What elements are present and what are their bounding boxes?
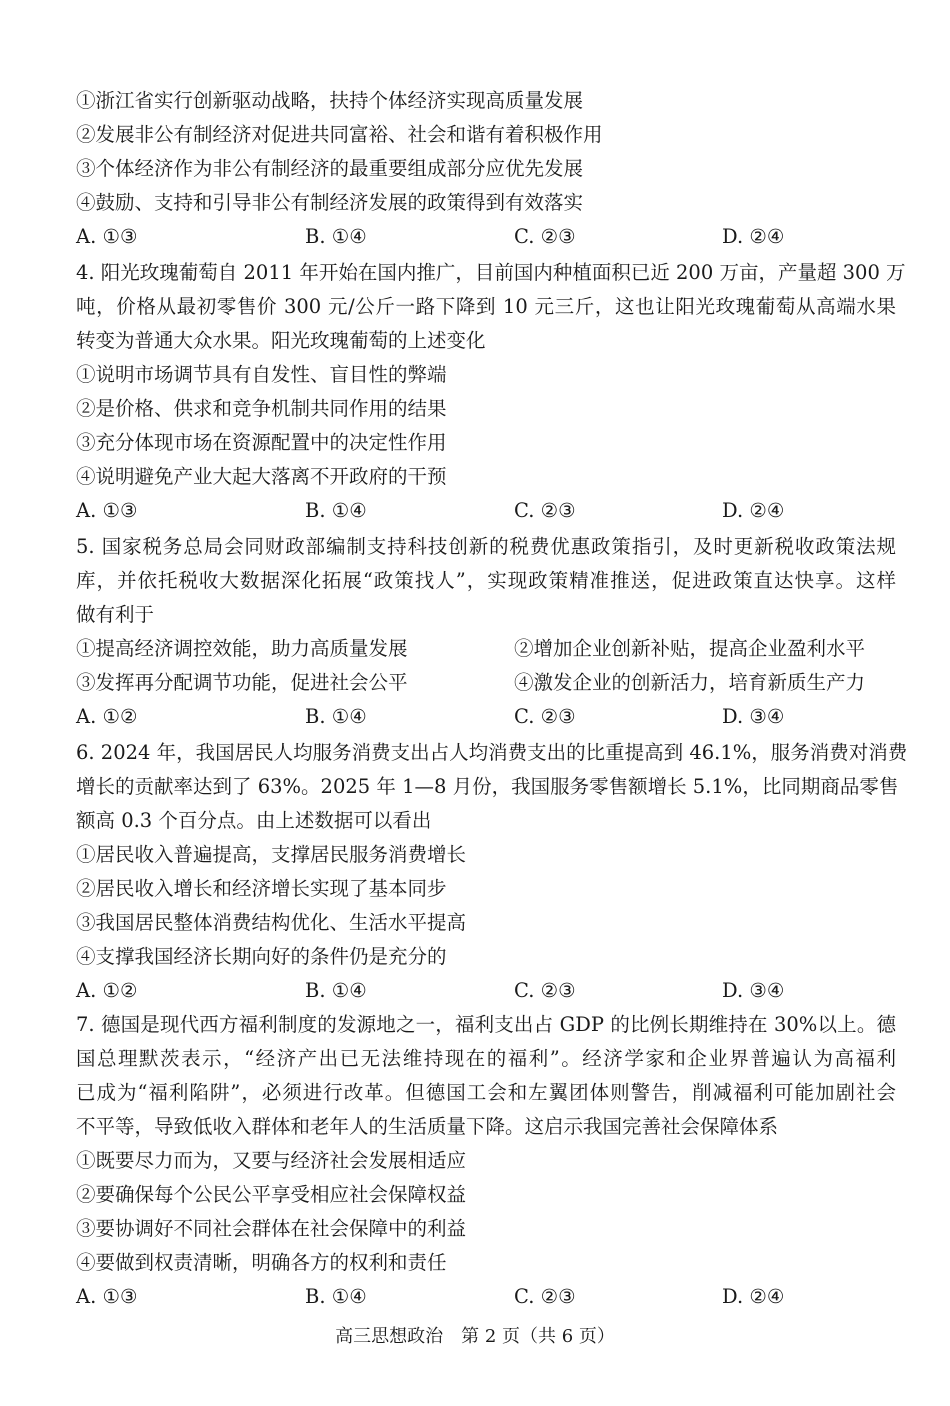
- q7-item-1: ①既要尽力而为，又要与经济社会发展相适应: [76, 1149, 467, 1172]
- q7-item-4: ④要做到权责清晰，明确各方的权利和责任: [76, 1251, 447, 1274]
- q6-stem-line-3: 额高 0.3 个百分点。由上述数据可以看出: [76, 809, 432, 832]
- q3-item-4: ④鼓励、支持和引导非公有制经济发展的政策得到有效落实: [76, 191, 584, 214]
- q4-item-2: ②是价格、供求和竞争机制共同作用的结果: [76, 397, 447, 420]
- q5-option-a: A. ①②: [76, 705, 138, 728]
- q6-item-4: ④支撑我国经济长期向好的条件仍是充分的: [76, 945, 447, 968]
- page-footer: 高三思想政治 第 2 页（共 6 页）: [335, 1326, 615, 1347]
- q6-stem-line-2: 增长的贡献率达到了 63%。2025 年 1—8 月份，我国服务零售额增长 5.1%，比同期商品零售: [76, 775, 899, 798]
- q5-stem-line-2: 库，并依托税收大数据深化拓展“政策找人”，实现政策精准推送，促进政策直达快享。这样: [76, 569, 896, 592]
- q4-item-1: ①说明市场调节具有自发性、盲目性的弊端: [76, 363, 447, 386]
- q7-stem-line-4: 不平等，导致低收入群体和老年人的生活质量下降。这启示我国完善社会保障体系: [76, 1115, 779, 1138]
- q7-stem-line-3: 已成为“福利陷阱”，必须进行改革。但德国工会和左翼团体则警告，削减福利可能加剧社会: [76, 1081, 896, 1104]
- q7-option-c: C. ②③: [514, 1285, 576, 1308]
- q3-option-c: C. ②③: [514, 225, 576, 248]
- q7-stem-line-2: 国总理默茨表示，“经济产出已无法维持现在的福利”。经济学家和企业界普遍认为高福利: [76, 1047, 896, 1070]
- q4-option-c: C. ②③: [514, 499, 576, 522]
- q4-stem-line-2: 吨，价格从最初零售价 300 元/公斤一路下降到 10 元三斤，这也让阳光玫瑰葡萄从高端水果: [76, 295, 896, 318]
- q5-option-d: D. ③④: [722, 705, 785, 728]
- q6-option-d: D. ③④: [722, 979, 785, 1002]
- q7-stem-line-1: 7. 德国是现代西方福利制度的发源地之一，福利支出占 GDP 的比例长期维持在 30%以上。德: [76, 1013, 896, 1036]
- q7-item-3: ③要协调好不同社会群体在社会保障中的利益: [76, 1217, 467, 1240]
- q6-item-3: ③我国居民整体消费结构优化、生活水平提高: [76, 911, 467, 934]
- q5-option-b: B. ①④: [305, 705, 367, 728]
- q5-option-c: C. ②③: [514, 705, 576, 728]
- q4-item-4: ④说明避免产业大起大落离不开政府的干预: [76, 465, 447, 488]
- q4-stem-line-1: 4. 阳光玫瑰葡萄自 2011 年开始在国内推广，目前国内种植面积已近 200 万亩，产量超 300 万: [76, 261, 906, 284]
- q3-item-2: ②发展非公有制经济对促进共同富裕、社会和谐有着积极作用: [76, 123, 603, 146]
- q5-item-4: ④激发企业的创新活力，培育新质生产力: [514, 671, 866, 694]
- q4-item-3: ③充分体现市场在资源配置中的决定性作用: [76, 431, 447, 454]
- q4-option-b: B. ①④: [305, 499, 367, 522]
- q5-item-2: ②增加企业创新补贴，提高企业盈利水平: [514, 637, 866, 660]
- q6-option-a: A. ①②: [76, 979, 138, 1002]
- q7-option-a: A. ①③: [76, 1285, 138, 1308]
- q3-item-1: ①浙江省实行创新驱动战略，扶持个体经济实现高质量发展: [76, 89, 584, 112]
- q6-option-c: C. ②③: [514, 979, 576, 1002]
- q6-stem-line-1: 6. 2024 年，我国居民人均服务消费支出占人均消费支出的比重提高到 46.1%，服务消费对消费: [76, 741, 908, 764]
- q4-option-d: D. ②④: [722, 499, 785, 522]
- q4-stem-line-3: 转变为普通大众水果。阳光玫瑰葡萄的上述变化: [76, 329, 486, 352]
- q7-option-d: D. ②④: [722, 1285, 785, 1308]
- q5-stem-line-3: 做有利于: [76, 603, 155, 626]
- q6-item-2: ②居民收入增长和经济增长实现了基本同步: [76, 877, 447, 900]
- q7-option-b: B. ①④: [305, 1285, 367, 1308]
- q3-item-3: ③个体经济作为非公有制经济的最重要组成部分应优先发展: [76, 157, 584, 180]
- q5-stem-line-1: 5. 国家税务总局会同财政部编制支持科技创新的税费优惠政策指引，及时更新税收政策法规: [76, 535, 896, 558]
- q6-item-1: ①居民收入普遍提高，支撑居民服务消费增长: [76, 843, 467, 866]
- q5-item-3: ③发挥再分配调节功能，促进社会公平: [76, 671, 408, 694]
- q3-option-b: B. ①④: [305, 225, 367, 248]
- q7-item-2: ②要确保每个公民公平享受相应社会保障权益: [76, 1183, 467, 1206]
- q3-option-d: D. ②④: [722, 225, 785, 248]
- q6-option-b: B. ①④: [305, 979, 367, 1002]
- q4-option-a: A. ①③: [76, 499, 138, 522]
- q3-option-a: A. ①③: [76, 225, 138, 248]
- q5-item-1: ①提高经济调控效能，助力高质量发展: [76, 637, 408, 660]
